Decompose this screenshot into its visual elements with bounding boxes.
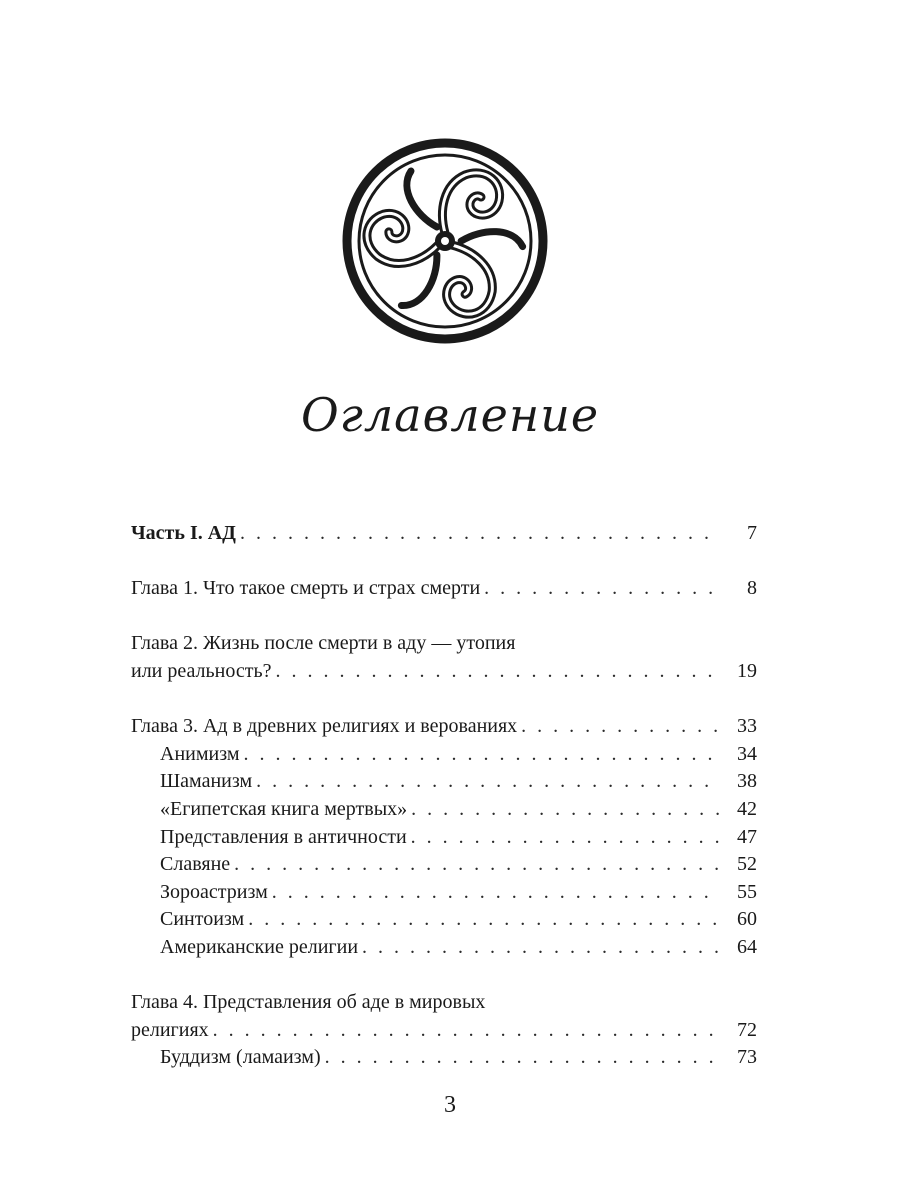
toc-subentry: [131, 824, 757, 852]
dot-leader: [521, 713, 721, 741]
triskelion-emblem-icon: [340, 136, 550, 346]
toc-page-number: 72: [737, 1018, 757, 1041]
toc-entry: [131, 989, 757, 1017]
toc-page-number: 7: [747, 522, 757, 544]
toc-subentry: [131, 741, 757, 769]
toc-entry-label: Зороастризм: [160, 880, 268, 903]
toc-subentry: [131, 768, 757, 796]
dot-leader: [325, 1044, 721, 1072]
toc-subentry: [131, 934, 757, 962]
toc-entry-label: Американские религии: [160, 935, 359, 958]
toc-entry: [131, 520, 757, 548]
toc-page-number: 52: [737, 853, 757, 876]
toc-subentry: [131, 851, 757, 879]
toc-entry: [131, 1017, 757, 1045]
dot-leader: [362, 934, 721, 962]
toc-page-number: 34: [737, 742, 757, 765]
toc-page-number: 55: [737, 880, 757, 903]
page-number: 3: [444, 1092, 456, 1118]
dot-leader: [243, 741, 721, 769]
toc-page-number: 38: [737, 770, 757, 793]
dot-leader: [272, 879, 721, 907]
toc-entry-label: религиях: [131, 1018, 209, 1041]
toc-page-number: 42: [737, 797, 757, 820]
toc-entry-label: «Египетская книга мертвых»: [160, 797, 408, 820]
toc-page-number: 73: [737, 1046, 757, 1069]
toc-entry-label: Глава 3. Ад в древних религиях и верованиях: [131, 715, 518, 738]
dot-leader: [234, 851, 721, 879]
toc-entry-label: Буддизм (ламаизм): [160, 1046, 321, 1069]
toc-entry-label: Представления в античности: [160, 825, 407, 848]
toc-subentry: [131, 879, 757, 907]
dot-leader: [411, 796, 721, 824]
toc-entry: [131, 713, 757, 741]
toc-entry-label: Славяне: [160, 853, 231, 876]
dot-leader: [484, 575, 721, 603]
dot-leader: [411, 824, 721, 852]
dot-leader: [248, 906, 721, 934]
toc-entry-label: Синтоизм: [160, 908, 245, 931]
toc-page-number: 60: [737, 908, 757, 931]
toc-entry-label: Часть I. АД: [131, 522, 236, 544]
toc-entry: [131, 630, 757, 658]
toc-entry-label: Глава 4. Представления об аде в мировых: [131, 991, 486, 1014]
toc-page-number: 47: [737, 825, 757, 848]
dot-leader: [240, 520, 721, 548]
toc-entry-label: или реальность?: [131, 659, 272, 682]
page-title: Оглавление: [300, 388, 600, 442]
toc-entry: [131, 658, 757, 686]
toc-entry-label: Анимизм: [160, 742, 240, 765]
toc-page-number: 33: [737, 715, 757, 738]
dot-leader: [213, 1017, 721, 1045]
toc-page-number: 8: [747, 577, 757, 600]
toc-entry-label: Глава 2. Жизнь после смерти в аду — утопия: [131, 632, 516, 655]
table-of-contents: [131, 520, 757, 1072]
toc-entry-label: Шаманизм: [160, 770, 253, 793]
toc-subentry: [131, 906, 757, 934]
toc-page-number: 19: [737, 659, 757, 682]
toc-entry-label: Глава 1. Что такое смерть и страх смерти: [131, 577, 481, 600]
toc-entry: [131, 575, 757, 603]
toc-page-number: 64: [737, 935, 757, 958]
dot-leader: [275, 658, 721, 686]
toc-subentry: [131, 1044, 757, 1072]
dot-leader: [256, 768, 721, 796]
toc-subentry: [131, 796, 757, 824]
